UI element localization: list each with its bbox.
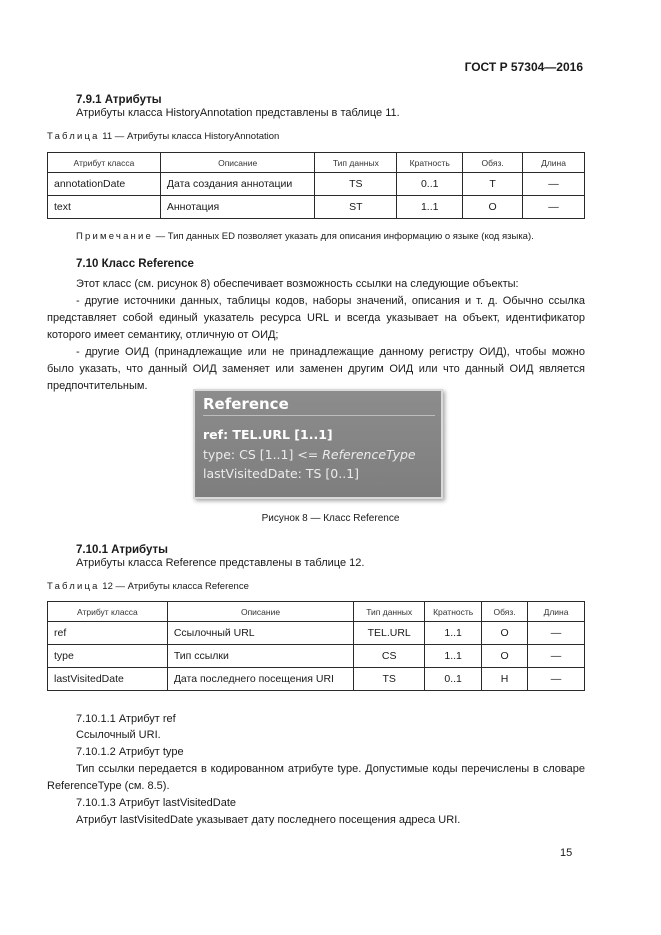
section-7-9-1-heading: 7.9.1 Атрибуты (76, 94, 162, 106)
table-cell: type (48, 645, 168, 668)
table-cell: Дата последнего посещения URI (167, 668, 353, 691)
table-row (48, 173, 585, 196)
table-cell: TS (354, 668, 425, 691)
diagram-attr-type-vocab: ReferenceType (322, 447, 416, 462)
table-cell: — (528, 668, 585, 691)
attr-last-visited-heading: 7.10.1.3 Атрибут lastVisitedDate (76, 797, 237, 809)
table-11-caption-label: Таблица (47, 131, 100, 142)
column-header: Кратность (397, 153, 463, 173)
diagram-attr-type (203, 447, 416, 462)
note-label: Примечание (76, 231, 153, 242)
table-cell: CS (354, 645, 425, 668)
section-7-10-heading: 7.10 Класс Reference (76, 258, 194, 270)
table-cell: — (523, 173, 585, 196)
table-cell: ref (48, 622, 168, 645)
table-11-note (76, 231, 534, 242)
section-7-10-1-heading: 7.10.1 Атрибуты (76, 544, 168, 556)
table-11-caption-text: 11 — Атрибуты класса HistoryAnnotation (102, 131, 280, 142)
table-cell: annotationDate (48, 173, 161, 196)
section-7-10-item-1: - другие источники данных, таблицы кодов, наборы значений, описания и т. д. Обычно ссылка представляет собой единый указатель ресурса URL и всегда указывает на объект, идентификатор которого имеет семантику, отличную от ОИД; (47, 295, 585, 341)
column-header: Обяз. (463, 153, 523, 173)
table-cell: text (48, 196, 161, 219)
attr-type-heading: 7.10.1.2 Атрибут type (76, 746, 184, 758)
page-number: 15 (560, 847, 573, 859)
reference-class-diagram (193, 389, 443, 499)
table-header-row (48, 153, 585, 173)
table-cell: TEL.URL (354, 622, 425, 645)
table-12 (47, 601, 585, 691)
column-header: Длина (528, 602, 585, 622)
column-header: Тип данных (315, 153, 397, 173)
table-cell: О (482, 645, 528, 668)
table-cell: Дата создания аннотации (160, 173, 315, 196)
table-cell: TS (315, 173, 397, 196)
diagram-attr-type-text: type: CS [1..1] <= (203, 447, 323, 462)
table-row (48, 196, 585, 219)
table-cell: 0..1 (397, 173, 463, 196)
section-7-9-1-text: Атрибуты класса HistoryAnnotation представлены в таблице 11. (76, 107, 400, 119)
column-header: Описание (167, 602, 353, 622)
column-header: Обяз. (482, 602, 528, 622)
table-cell: 1..1 (397, 196, 463, 219)
table-cell: — (528, 645, 585, 668)
table-cell: lastVisitedDate (48, 668, 168, 691)
table-cell: — (528, 622, 585, 645)
section-7-10-1-text: Атрибуты класса Reference представлены в таблице 12. (76, 557, 365, 569)
column-header: Тип данных (354, 602, 425, 622)
table-cell: ST (315, 196, 397, 219)
table-header-row (48, 602, 585, 622)
table-cell: Аннотация (160, 196, 315, 219)
table-cell: О (482, 622, 528, 645)
table-12-caption-text: 12 — Атрибуты класса Reference (102, 581, 249, 592)
table-cell: Тип ссылки (167, 645, 353, 668)
attr-last-visited-text: Атрибут lastVisitedDate указывает дату последнего посещения адреса URI. (76, 814, 461, 826)
section-7-10-item-2: - другие ОИД (принадлежащие или не принадлежащие данному регистру ОИД), чтобы можно было указать, что данный ОИД заменяет или заменен другим ОИД или что данный ОИД является предпочтительным. (47, 346, 585, 392)
document-code: ГОСТ Р 57304—2016 (464, 60, 583, 74)
note-text: — Тип данных ED позволяет указать для описания информацию о языке (код языка). (155, 231, 534, 242)
column-header: Длина (523, 153, 585, 173)
table-row (48, 645, 585, 668)
figure-8-caption: Рисунок 8 — Класс Reference (261, 513, 400, 524)
table-cell: Н (482, 668, 528, 691)
table-row (48, 668, 585, 691)
attr-ref-heading: 7.10.1.1 Атрибут ref (76, 713, 176, 725)
attr-ref-text: Ссылочный URI. (76, 729, 161, 741)
attr-type-text: Тип ссылки передается в кодированном атрибуте type. Допустимые коды перечислены в словаре ReferenceType (см. 8.5). (47, 763, 585, 792)
table-12-caption (47, 581, 249, 592)
table-cell: Ссылочный URL (167, 622, 353, 645)
table-11 (47, 152, 585, 219)
column-header: Кратность (425, 602, 482, 622)
column-header: Атрибут класса (48, 602, 168, 622)
diagram-class-name: Reference (203, 395, 435, 416)
diagram-attr-last-visited: lastVisitedDate: TS [0..1] (203, 466, 360, 481)
diagram-attr-ref: ref: TEL.URL [1..1] (203, 427, 333, 442)
table-11-caption (47, 131, 279, 142)
table-12-caption-label: Таблица (47, 581, 100, 592)
table-cell: О (463, 196, 523, 219)
section-7-10-intro: Этот класс (см. рисунок 8) обеспечивает возможность ссылки на следующие объекты: (76, 278, 519, 290)
table-row (48, 622, 585, 645)
table-cell: 0..1 (425, 668, 482, 691)
table-cell: 1..1 (425, 622, 482, 645)
table-cell: Т (463, 173, 523, 196)
table-cell: — (523, 196, 585, 219)
column-header: Атрибут класса (48, 153, 161, 173)
table-cell: 1..1 (425, 645, 482, 668)
column-header: Описание (160, 153, 315, 173)
